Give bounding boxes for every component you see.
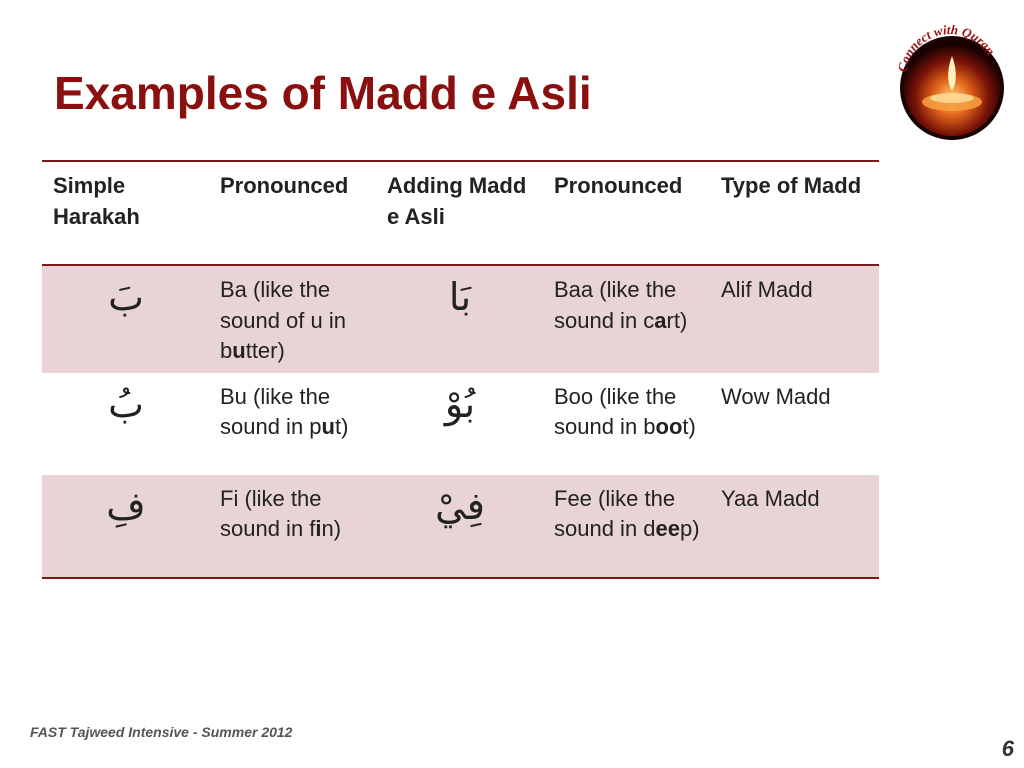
type-of-madd-cell: Alif Madd — [710, 265, 879, 373]
type-of-madd-cell: Yaa Madd — [710, 475, 879, 578]
pronounced-cell: Bu (like the sound in put) — [220, 383, 349, 439]
pronounced-madd-cell: Fee (like the sound in deep) — [543, 475, 710, 578]
header-type-of-madd: Type of Madd — [721, 173, 862, 198]
header-simple-harakah: Simple Harakah — [53, 173, 140, 229]
pronounced-madd-cell: Boo (like the sound in boot) — [554, 383, 696, 439]
pronounced-madd-cell: Baa (like the sound in cart) — [543, 265, 710, 373]
madd-cell: فِيْ — [376, 475, 543, 578]
header-pronounced-2: Pronounced — [554, 173, 683, 198]
madd-examples-table — [42, 160, 879, 579]
page-number: 6 — [1001, 736, 1014, 761]
candle-logo-icon — [888, 16, 1012, 140]
connect-with-quran-logo — [888, 16, 1012, 140]
header-adding-madd: Adding Madd e Asli — [387, 173, 527, 229]
madd-cell: بَا — [376, 265, 543, 373]
table-row — [42, 475, 879, 578]
pronounced-cell: Fi (like the sound in fin) — [209, 475, 376, 578]
header-pronounced: Pronounced — [220, 173, 349, 198]
logo-text: Connect with Quran — [894, 21, 999, 74]
table-row — [42, 373, 879, 475]
table-header-row — [42, 161, 879, 265]
table-row — [42, 265, 879, 373]
madd-cell: بُوْ — [444, 381, 476, 426]
slide-title: Examples of Madd e Asli — [54, 67, 592, 119]
pronounced-cell: Ba (like the sound of u in butter) — [209, 265, 376, 373]
simple-harakah-cell: بَ — [42, 265, 209, 373]
footer-text: FAST Tajweed Intensive - Summer 2012 — [30, 724, 293, 740]
simple-harakah-cell: فِ — [42, 475, 209, 578]
type-of-madd-cell: Wow Madd — [721, 383, 831, 409]
simple-harakah-cell: بُ — [108, 381, 144, 426]
